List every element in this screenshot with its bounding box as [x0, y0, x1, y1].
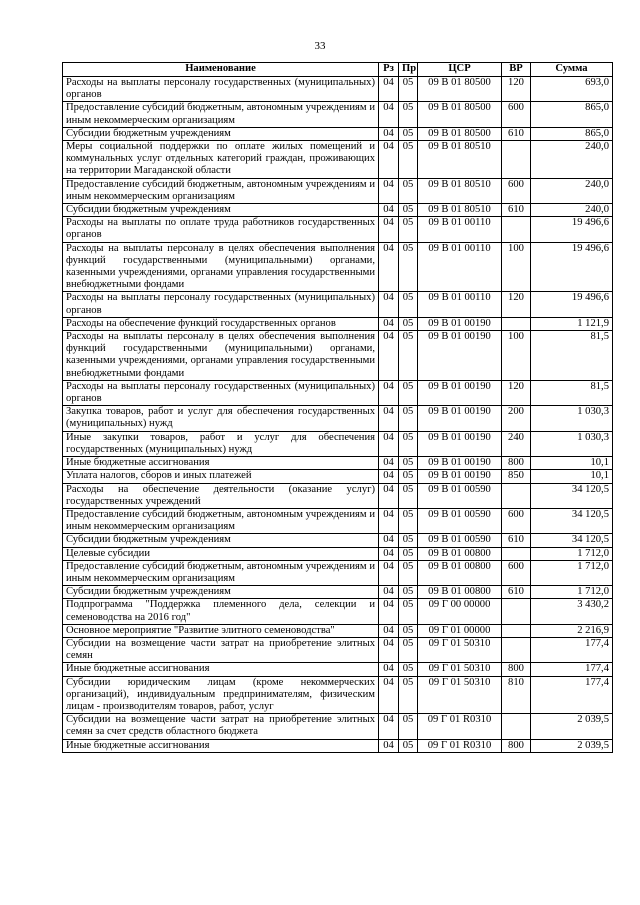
cell-csr: 09 В 01 00190: [418, 317, 502, 330]
cell-vr: 610: [502, 204, 531, 217]
cell-pr: 05: [399, 127, 418, 140]
table-row: [63, 676, 613, 714]
cell-sum: 1 712,0: [531, 586, 613, 599]
cell-name: Субсидии бюджетным учреждениям: [63, 534, 379, 547]
cell-name: Меры социальной поддержки по оплате жилых помещений и коммунальных услуг отдельных категорий граждан, проживающих на территории Магаданской области: [63, 141, 379, 179]
cell-name: Расходы на выплаты персоналу государственных (муниципальных) органов: [63, 380, 379, 405]
cell-csr: 09 Г 01 R0310: [418, 714, 502, 739]
cell-name: Иные закупки товаров, работ и услуг для обеспечения государственных (муниципальных) нужд: [63, 431, 379, 456]
cell-sum: 2 216,9: [531, 624, 613, 637]
cell-csr: 09 В 01 00800: [418, 586, 502, 599]
cell-csr: 09 Г 01 R0310: [418, 739, 502, 752]
cell-rz: 04: [379, 406, 399, 431]
cell-pr: 05: [399, 739, 418, 752]
cell-rz: 04: [379, 676, 399, 714]
cell-name: Расходы на выплаты персоналу государственных (муниципальных) органов: [63, 77, 379, 102]
table-body: [63, 77, 613, 753]
cell-csr: 09 В 01 80510: [418, 204, 502, 217]
cell-rz: 04: [379, 204, 399, 217]
header-pr: Пр: [399, 63, 418, 77]
cell-rz: 04: [379, 178, 399, 203]
cell-csr: 09 В 01 00110: [418, 242, 502, 292]
cell-rz: 04: [379, 470, 399, 483]
table-row: [63, 739, 613, 752]
cell-csr: 09 В 01 80510: [418, 178, 502, 203]
cell-rz: 04: [379, 127, 399, 140]
cell-rz: 04: [379, 560, 399, 585]
cell-name: Расходы на выплаты персоналу в целях обеспечения выполнения функций государственными (муниципальными) органами, казенными учреждениями, органами управления государственными внебюджетными фондами: [63, 242, 379, 292]
cell-pr: 05: [399, 317, 418, 330]
cell-sum: 2 039,5: [531, 739, 613, 752]
cell-pr: 05: [399, 599, 418, 624]
cell-pr: 05: [399, 483, 418, 508]
cell-csr: 09 Г 01 50310: [418, 637, 502, 662]
cell-rz: 04: [379, 242, 399, 292]
cell-csr: 09 В 01 00590: [418, 508, 502, 533]
table-row: [63, 547, 613, 560]
cell-rz: 04: [379, 534, 399, 547]
cell-sum: 19 496,6: [531, 292, 613, 317]
table-row: [63, 714, 613, 739]
cell-name: Уплата налогов, сборов и иных платежей: [63, 470, 379, 483]
cell-vr: 200: [502, 406, 531, 431]
cell-rz: 04: [379, 380, 399, 405]
cell-vr: 600: [502, 508, 531, 533]
cell-vr: 610: [502, 127, 531, 140]
cell-vr: [502, 714, 531, 739]
cell-sum: 3 430,2: [531, 599, 613, 624]
cell-rz: 04: [379, 508, 399, 533]
header-rz: Рз: [379, 63, 399, 77]
cell-name: Предоставление субсидий бюджетным, автономным учреждениям и иным некоммерческим организациям: [63, 102, 379, 127]
cell-sum: 865,0: [531, 102, 613, 127]
cell-vr: 600: [502, 102, 531, 127]
cell-name: Расходы на обеспечение функций государственных органов: [63, 317, 379, 330]
cell-sum: 34 120,5: [531, 483, 613, 508]
cell-sum: 240,0: [531, 204, 613, 217]
cell-rz: 04: [379, 141, 399, 179]
page-number: 33: [314, 40, 326, 52]
cell-pr: 05: [399, 292, 418, 317]
cell-pr: 05: [399, 676, 418, 714]
cell-rz: 04: [379, 547, 399, 560]
cell-pr: 05: [399, 560, 418, 585]
header-csr: ЦСР: [418, 63, 502, 77]
table-row: [63, 141, 613, 179]
cell-vr: 800: [502, 739, 531, 752]
cell-name: Субсидии бюджетным учреждениям: [63, 127, 379, 140]
cell-csr: 09 Г 00 00000: [418, 599, 502, 624]
cell-csr: 09 В 01 00190: [418, 457, 502, 470]
table-row: [63, 292, 613, 317]
cell-name: Субсидии на возмещение части затрат на приобретение элитных семян за счет средств областного бюджета: [63, 714, 379, 739]
cell-rz: 04: [379, 599, 399, 624]
cell-sum: 1 030,3: [531, 406, 613, 431]
cell-pr: 05: [399, 141, 418, 179]
cell-csr: 09 В 01 00800: [418, 560, 502, 585]
cell-vr: [502, 483, 531, 508]
cell-sum: 1 712,0: [531, 547, 613, 560]
cell-sum: 10,1: [531, 470, 613, 483]
cell-rz: 04: [379, 77, 399, 102]
cell-sum: 693,0: [531, 77, 613, 102]
header-vr: ВР: [502, 63, 531, 77]
cell-vr: 600: [502, 560, 531, 585]
cell-name: Иные бюджетные ассигнования: [63, 457, 379, 470]
table-row: [63, 242, 613, 292]
cell-name: Расходы на выплаты персоналу в целях обеспечения выполнения функций государственными (муниципальными) органами, казенными учреждениями, органами управления государственными внебюджетными фондами: [63, 331, 379, 381]
cell-sum: 34 120,5: [531, 508, 613, 533]
cell-name: Предоставление субсидий бюджетным, автономным учреждениям и иным некоммерческим организациям: [63, 178, 379, 203]
cell-name: Расходы на выплаты по оплате труда работников государственных органов: [63, 217, 379, 242]
cell-sum: 240,0: [531, 178, 613, 203]
cell-rz: 04: [379, 217, 399, 242]
cell-pr: 05: [399, 406, 418, 431]
table-row: [63, 637, 613, 662]
cell-vr: 610: [502, 534, 531, 547]
cell-rz: 04: [379, 739, 399, 752]
cell-rz: 04: [379, 431, 399, 456]
table-row: [63, 586, 613, 599]
table-row: [63, 431, 613, 456]
cell-sum: 1 712,0: [531, 560, 613, 585]
cell-sum: 177,4: [531, 676, 613, 714]
cell-rz: 04: [379, 663, 399, 676]
table-row: [63, 663, 613, 676]
table-row: [63, 560, 613, 585]
table-row: [63, 204, 613, 217]
cell-name: Основное мероприятие "Развитие элитного семеноводства": [63, 624, 379, 637]
cell-csr: 09 Г 01 50310: [418, 676, 502, 714]
cell-vr: 800: [502, 457, 531, 470]
cell-rz: 04: [379, 483, 399, 508]
cell-vr: 610: [502, 586, 531, 599]
cell-sum: 19 496,6: [531, 242, 613, 292]
cell-csr: 09 В 01 00190: [418, 470, 502, 483]
cell-csr: 09 В 01 00800: [418, 547, 502, 560]
table-row: [63, 470, 613, 483]
cell-vr: 240: [502, 431, 531, 456]
cell-pr: 05: [399, 457, 418, 470]
cell-pr: 05: [399, 586, 418, 599]
cell-sum: 177,4: [531, 663, 613, 676]
table-row: [63, 534, 613, 547]
cell-csr: 09 В 01 00190: [418, 431, 502, 456]
cell-sum: 1 121,9: [531, 317, 613, 330]
cell-pr: 05: [399, 431, 418, 456]
cell-vr: 120: [502, 77, 531, 102]
cell-rz: 04: [379, 317, 399, 330]
cell-csr: 09 В 01 80510: [418, 141, 502, 179]
cell-vr: [502, 637, 531, 662]
cell-rz: 04: [379, 637, 399, 662]
cell-vr: [502, 141, 531, 179]
cell-name: Субсидии бюджетным учреждениям: [63, 204, 379, 217]
header-name: Наименование: [63, 63, 379, 77]
cell-sum: 177,4: [531, 637, 613, 662]
cell-vr: 600: [502, 178, 531, 203]
cell-csr: 09 В 01 00110: [418, 292, 502, 317]
cell-pr: 05: [399, 380, 418, 405]
cell-pr: 05: [399, 508, 418, 533]
cell-rz: 04: [379, 292, 399, 317]
cell-pr: 05: [399, 204, 418, 217]
cell-sum: 2 039,5: [531, 714, 613, 739]
cell-vr: [502, 317, 531, 330]
table-row: [63, 178, 613, 203]
cell-sum: 1 030,3: [531, 431, 613, 456]
cell-rz: 04: [379, 714, 399, 739]
cell-pr: 05: [399, 77, 418, 102]
cell-vr: 850: [502, 470, 531, 483]
table-row: [63, 508, 613, 533]
cell-pr: 05: [399, 547, 418, 560]
cell-csr: 09 В 01 00190: [418, 380, 502, 405]
cell-pr: 05: [399, 663, 418, 676]
cell-sum: 34 120,5: [531, 534, 613, 547]
cell-rz: 04: [379, 331, 399, 381]
table-row: [63, 380, 613, 405]
cell-vr: [502, 599, 531, 624]
cell-csr: 09 В 01 00590: [418, 483, 502, 508]
table-row: [63, 217, 613, 242]
cell-name: Предоставление субсидий бюджетным, автономным учреждениям и иным некоммерческим организациям: [63, 508, 379, 533]
cell-sum: 19 496,6: [531, 217, 613, 242]
cell-name: Субсидии юридическим лицам (кроме некоммерческих организаций), индивидуальным предпринимателям, физическим лицам - производителям товаров, работ, услуг: [63, 676, 379, 714]
cell-pr: 05: [399, 178, 418, 203]
cell-vr: [502, 547, 531, 560]
cell-name: Иные бюджетные ассигнования: [63, 739, 379, 752]
cell-sum: 865,0: [531, 127, 613, 140]
cell-vr: 120: [502, 380, 531, 405]
table-row: [63, 406, 613, 431]
cell-pr: 05: [399, 102, 418, 127]
cell-name: Иные бюджетные ассигнования: [63, 663, 379, 676]
cell-vr: 810: [502, 676, 531, 714]
header-sum: Сумма: [531, 63, 613, 77]
cell-vr: [502, 624, 531, 637]
budget-table: [62, 62, 613, 753]
cell-sum: 240,0: [531, 141, 613, 179]
cell-name: Субсидии на возмещение части затрат на приобретение элитных семян: [63, 637, 379, 662]
cell-pr: 05: [399, 714, 418, 739]
table-row: [63, 599, 613, 624]
cell-pr: 05: [399, 637, 418, 662]
cell-csr: 09 Г 01 50310: [418, 663, 502, 676]
cell-csr: 09 В 01 00190: [418, 406, 502, 431]
table-row: [63, 624, 613, 637]
table-header-row: [63, 63, 613, 77]
cell-name: Расходы на выплаты персоналу государственных (муниципальных) органов: [63, 292, 379, 317]
cell-pr: 05: [399, 242, 418, 292]
cell-csr: 09 В 01 00110: [418, 217, 502, 242]
table-row: [63, 77, 613, 102]
cell-csr: 09 В 01 00190: [418, 331, 502, 381]
table-row: [63, 457, 613, 470]
cell-sum: 81,5: [531, 331, 613, 381]
cell-name: Субсидии бюджетным учреждениям: [63, 586, 379, 599]
cell-vr: 800: [502, 663, 531, 676]
cell-name: Закупка товаров, работ и услуг для обеспечения государственных (муниципальных) нужд: [63, 406, 379, 431]
cell-name: Предоставление субсидий бюджетным, автономным учреждениям и иным некоммерческим организациям: [63, 560, 379, 585]
cell-rz: 04: [379, 586, 399, 599]
cell-vr: 100: [502, 242, 531, 292]
cell-name: Подпрограмма "Поддержка племенного дела, селекции и семеноводства на 2016 год": [63, 599, 379, 624]
cell-csr: 09 Г 01 00000: [418, 624, 502, 637]
cell-rz: 04: [379, 457, 399, 470]
cell-csr: 09 В 01 80500: [418, 127, 502, 140]
cell-rz: 04: [379, 102, 399, 127]
cell-sum: 81,5: [531, 380, 613, 405]
cell-csr: 09 В 01 80500: [418, 102, 502, 127]
cell-pr: 05: [399, 624, 418, 637]
cell-name: Целевые субсидии: [63, 547, 379, 560]
cell-pr: 05: [399, 470, 418, 483]
table-row: [63, 331, 613, 381]
cell-csr: 09 В 01 00590: [418, 534, 502, 547]
cell-pr: 05: [399, 534, 418, 547]
cell-rz: 04: [379, 624, 399, 637]
table-row: [63, 127, 613, 140]
cell-vr: 120: [502, 292, 531, 317]
table-row: [63, 483, 613, 508]
cell-csr: 09 В 01 80500: [418, 77, 502, 102]
cell-pr: 05: [399, 217, 418, 242]
cell-sum: 10,1: [531, 457, 613, 470]
table-row: [63, 102, 613, 127]
cell-pr: 05: [399, 331, 418, 381]
cell-name: Расходы на обеспечение деятельности (оказание услуг) государственных учреждений: [63, 483, 379, 508]
cell-vr: [502, 217, 531, 242]
table-row: [63, 317, 613, 330]
cell-vr: 100: [502, 331, 531, 381]
